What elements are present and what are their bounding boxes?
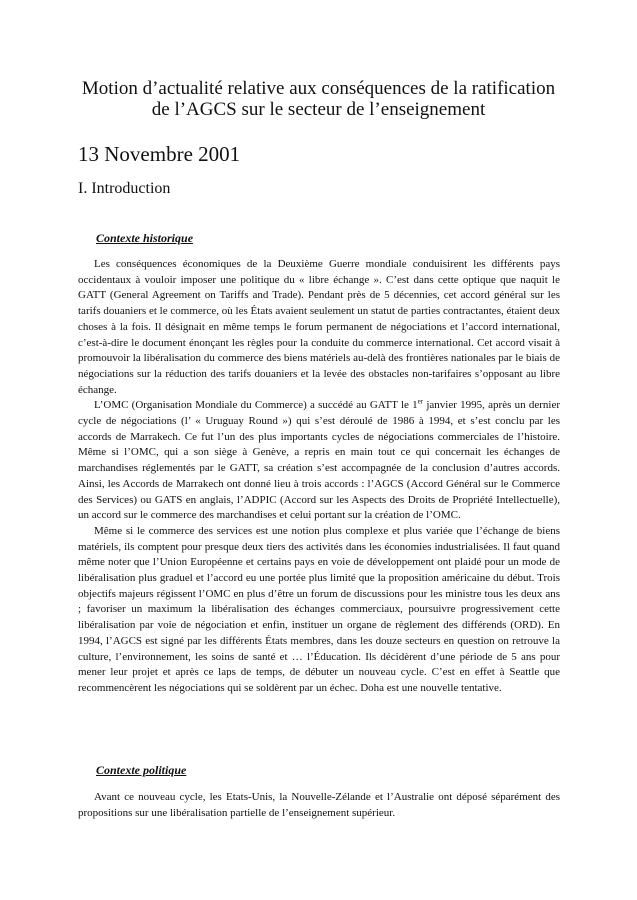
ordinal-superscript: er [417, 397, 424, 406]
title-line-2: de l’AGCS sur le secteur de l’enseignement [151, 99, 486, 120]
document-date: 13 Novembre 2001 [78, 142, 241, 166]
section-heading: I. Introduction [78, 180, 171, 197]
historical-context-text [78, 257, 560, 697]
title-line-1: Motion d’actualité relative aux conséquences de la ratification [81, 78, 556, 99]
paragraph: Les conséquences économiques de la Deuxième Guerre mondiale conduisirent les différents pays occidentaux à vouloir imposer une politique du « libre échange ». C’est dans cette optique que naquit le GATT (General Agreement on Tariffs and Trade). Pendant près de 5 décennies, cet accord général sur les tarifs douaniers et le commerce, où les États avaient seulement un statut de parties contractantes, étaient deux choses à la fois. Il désignait en même temps le forum permanent de négociations et l’accord international, c’est-à-dire le document énonçant les règles pour la conduite du commerce international. Cet accord visait à promouvoir la libéralisation du commerce des biens matériels au-delà des frontières nationales par le biais de négociations sur la réduction des tarifs douaniers et la levée des obstacles non-tarifaires s’opposant au libre échange. [78, 258, 560, 396]
paragraph: Avant ce nouveau cycle, les Etats-Unis, la Nouvelle-Zélande et l’Australie ont déposé séparément des propositions sur une libéralisation partielle de l’enseignement supérieur. [78, 791, 560, 819]
document-title [40, 78, 597, 120]
paragraph [78, 398, 560, 524]
political-context-text [78, 790, 560, 821]
paragraph: Même si le commerce des services est une notion plus complexe et plus variée que l’échange de biens matériels, ils comptent pour presque deux tiers des activités dans les économies industrialisées. Il faut quand même noter que l’Union Européenne et certains pays en voie de développement ont plaidé pour un mode de libéralisation plus graduel et l’accord eu une portée plus limité que la proposition américaine du début. Trois objectifs majeurs régissent l’OMC en plus d’être un forum de discussions pour les ministre tous les deux ans ; favoriser un maximum la libéralisation des échanges commerciaux, poursuivre progressivement cette libéralisation par voie de négociation et enfin, instituer un organe de règlement des différends (ORD). En 1994, l’AGCS est signé par les différents États membres, dans les douze secteurs en question on retrouve la culture, l’environnement, les soins de santé et … l’Éducation. Ils décidèrent d’une période de 5 ans pour mener leur projet et après ce laps de temps, de débuter un nouveau cycle. C’est en effet à Seattle que recommencèrent les négociations qui se soldèrent par un échec. Doha est une nouvelle tentative. [78, 524, 560, 694]
subheading-political-context: Contexte politique [96, 763, 187, 777]
paragraph-text: janvier 1995, après un dernier cycle de négociations (l’ « Uruguay Round ») qui s’est déroulé de 1986 à 1994, et s’est conclu par les accords de Marrakech. Ce fut l’un des plus importants cycles de négociations commerciales de l’histoire. Même si l’OMC, qui a son siège à Genève, a repris en main tout ce qui concernait les échanges de marchandises réglementés par le GATT, sa création s’est accompagnée de la conclusion d’autres accords. Ainsi, les Accords de Marrakech ont donné lieu à trois accords : l’AGCS (Accord Général sur le Commerce des Services) ou GATS en anglais, l’ADPIC (Accord sur les Aspects des Droits de Propriété Intellectuelle), un accord sur le commerce des marchandises et celui portant sur la création de l’OMC. [78, 399, 560, 522]
paragraph-text: L’OMC (Organisation Mondiale du Commerce) a succédé au GATT le 1 [94, 399, 418, 412]
subheading-historical-context: Contexte historique [96, 231, 194, 245]
